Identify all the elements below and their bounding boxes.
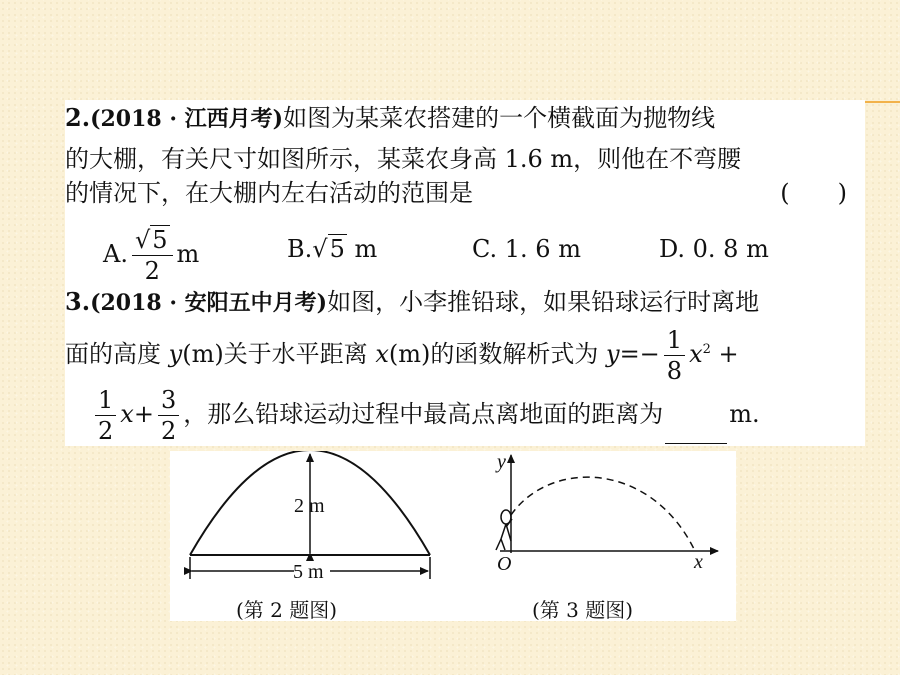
plus-sign-2: +	[133, 400, 154, 428]
q3-line1	[65, 287, 759, 318]
option-b-prefix: B.	[287, 235, 313, 263]
frac1-den: 8	[666, 357, 683, 385]
q3-unit: m.	[729, 400, 760, 428]
q3-text-3: ，那么铅球运动过程中最高点离地面的距离为	[183, 400, 664, 428]
option-a	[103, 228, 199, 283]
origin-label: O	[497, 553, 512, 575]
var-x: x	[375, 340, 389, 368]
option-a-fraction: $\frac{√5}{2}$	[132, 228, 173, 283]
fraction-three-halves	[158, 388, 179, 443]
q3-text-2b: (m)关于水平距离	[182, 340, 376, 368]
exponent: 2	[702, 342, 711, 357]
fraction-one-eighth	[664, 328, 685, 383]
option-a-radicand: 5	[152, 226, 168, 254]
q3-text-1: 如图，小李推铅球，如果铅球运行时离地	[327, 288, 760, 316]
trajectory-curve	[511, 477, 694, 549]
answer-bracket: ( )	[780, 179, 847, 207]
q2-source: (2018 · 江西月考)	[90, 106, 284, 132]
frac3-den: 2	[160, 417, 177, 445]
frac2-den: 2	[98, 417, 114, 445]
q3-text-2a: 面的高度	[65, 340, 169, 368]
option-a-denominator: 2	[144, 257, 160, 285]
option-c: C. 1. 6 m	[472, 235, 581, 263]
q2-options	[65, 216, 865, 285]
option-b	[287, 234, 377, 264]
height-label: 2 m	[294, 495, 325, 517]
option-d: D. 0. 8 m	[659, 235, 769, 263]
q2-line3	[65, 178, 857, 208]
q3-text-2c: (m)的函数解析式为	[388, 340, 606, 368]
equals-minus: =−	[619, 340, 660, 368]
q2-line1	[65, 103, 715, 134]
fig2-caption: (第 2 题图)	[236, 598, 338, 622]
var-y: y	[168, 340, 183, 368]
option-b-sqrt: √5	[312, 235, 345, 263]
question-card	[65, 100, 865, 446]
fig3-caption: (第 3 题图)	[532, 598, 634, 622]
var-x-linear: x	[120, 400, 134, 428]
q2-text-1: 如图为某菜农搭建的一个横截面为抛物线	[283, 104, 716, 132]
width-label: 5 m	[293, 561, 324, 583]
q2-line2: 的大棚，有关尺寸如图所示，某菜农身高 1.6 m，则他在不弯腰	[65, 145, 742, 173]
accent-line	[860, 101, 900, 103]
option-a-unit: m	[176, 240, 200, 268]
x-axis-label: x	[694, 551, 703, 573]
fraction-one-half	[95, 388, 116, 443]
frac1-num: 1	[664, 328, 685, 356]
figures-panel	[170, 451, 736, 621]
q2-number: 2.	[65, 103, 91, 132]
q2-text-3: 的情况下，在大棚内左右活动的范围是	[65, 179, 473, 207]
x-squared-base: x	[689, 340, 703, 368]
frac3-num: 3	[158, 388, 179, 416]
frac2-num: 1	[95, 388, 116, 416]
q3-source: (2018 · 安阳五中月考)	[90, 290, 328, 316]
q3-line3	[65, 384, 760, 444]
shotput-figure	[496, 455, 718, 553]
q3-line2	[65, 322, 739, 385]
y-axis-label: y	[497, 451, 506, 473]
option-b-radicand: 5	[329, 235, 345, 263]
option-b-unit: m	[354, 235, 378, 263]
plus-sign: +	[710, 340, 739, 368]
answer-blank	[665, 421, 727, 444]
equation-y: y	[606, 340, 620, 368]
q3-number: 3.	[65, 287, 91, 316]
option-a-prefix: A.	[103, 240, 128, 268]
